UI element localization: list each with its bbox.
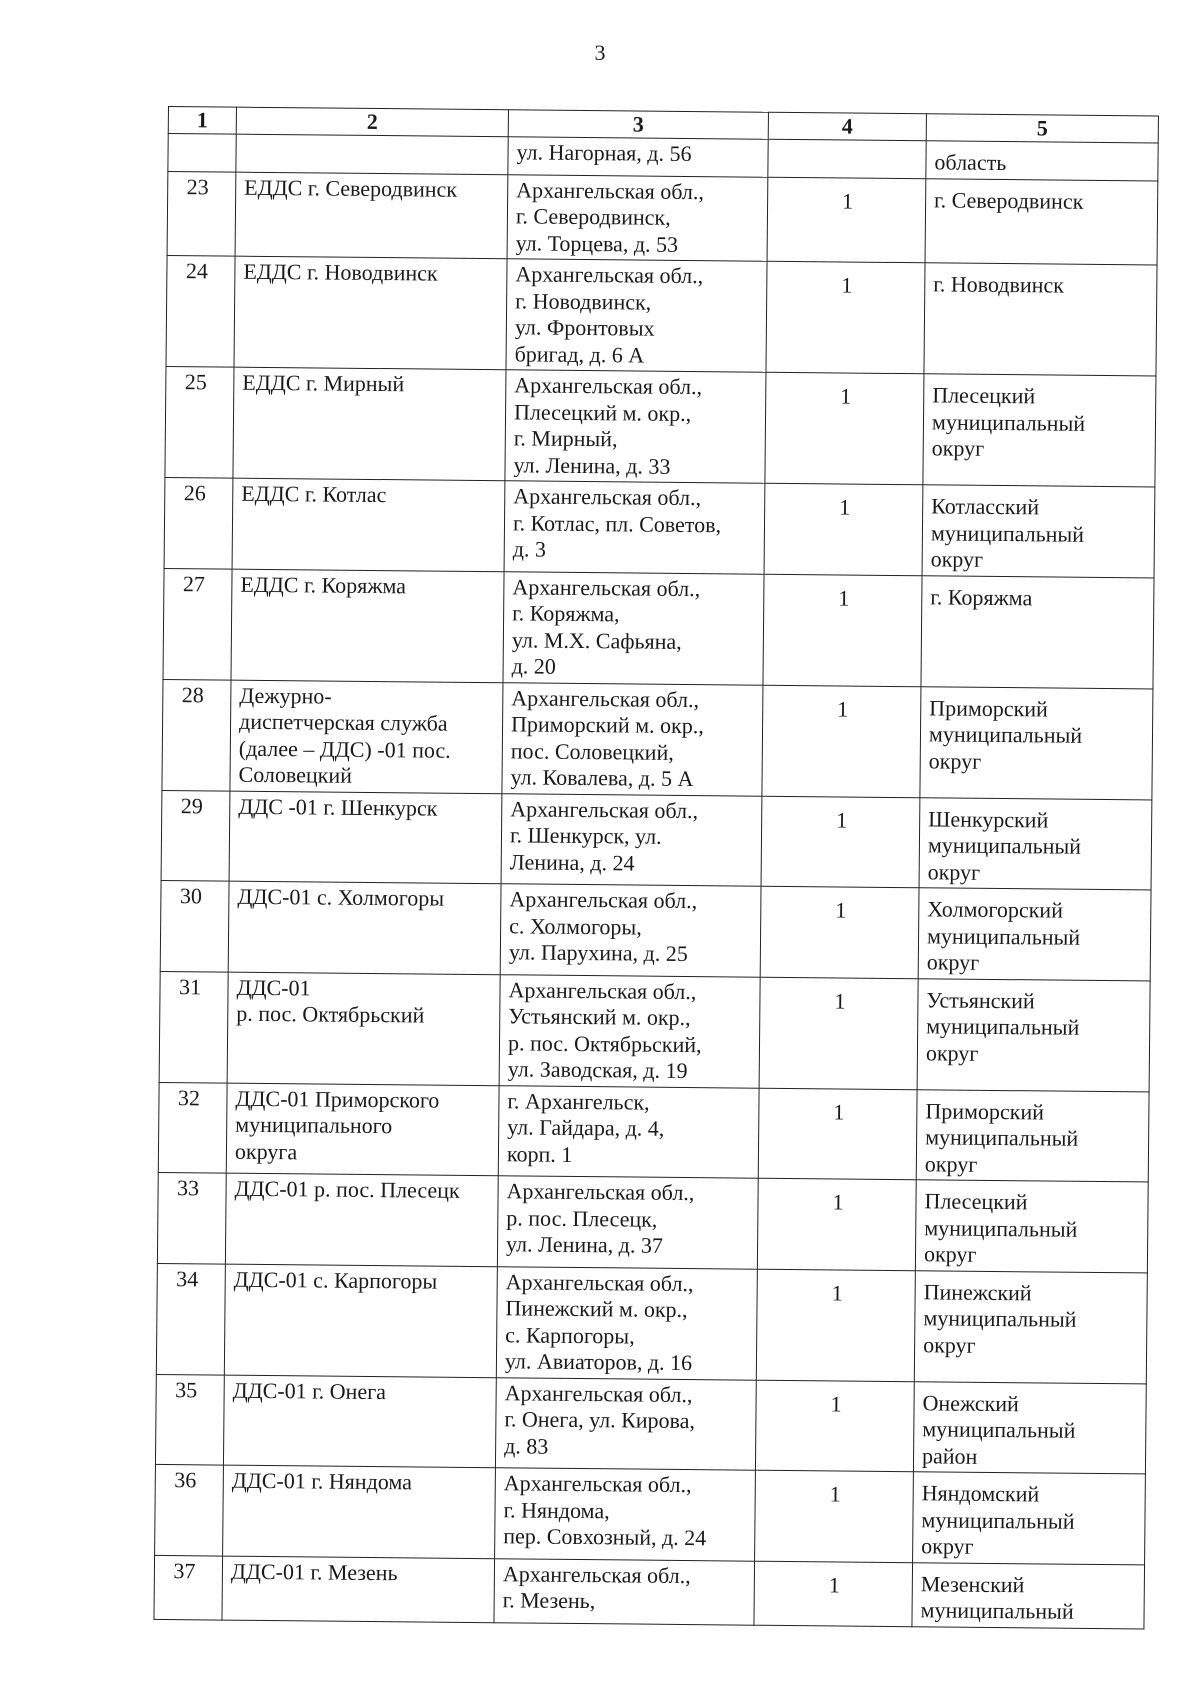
municipality-cell: Приморский муниципальный округ xyxy=(920,686,1153,799)
table-row xyxy=(158,1082,1149,1182)
municipality-cell: г. Новодвинск xyxy=(924,263,1157,376)
table-row xyxy=(156,1263,1147,1383)
table-row xyxy=(155,1464,1146,1564)
quantity-cell: 1 xyxy=(756,1269,915,1382)
page-number: 3 xyxy=(594,40,606,65)
table-row xyxy=(164,477,1155,577)
service-name-cell: ЕДДС г. Мирный xyxy=(233,367,506,481)
service-name-cell: ЕДДС г. Новодвинск xyxy=(234,256,507,370)
row-number-cell xyxy=(168,134,236,172)
municipality-cell: Плесецкий муниципальный округ xyxy=(923,374,1156,487)
municipality-cell: г. Коряжма xyxy=(921,575,1154,688)
quantity-cell: 1 xyxy=(762,685,921,798)
service-name-cell: ДДС-01 г. Няндома xyxy=(223,1465,496,1558)
service-name-cell: ДДС -01 г. Шенкурск xyxy=(229,791,502,884)
service-name-cell: ЕДДС г. Котлас xyxy=(232,478,505,571)
address-cell: Архангельская обл., г. Мезень, xyxy=(494,1558,755,1624)
municipality-cell: область xyxy=(926,141,1158,181)
row-number-cell: 29 xyxy=(161,790,230,881)
row-number-cell: 32 xyxy=(158,1082,227,1173)
service-name-cell: ДДС-01 с. Холмогоры xyxy=(228,881,501,974)
address-cell: Архангельская обл., Плесецкий м. окр., г. Мирный, ул. Ленина, д. 33 xyxy=(505,370,766,483)
service-name-cell: ДДС-01 с. Карпогоры xyxy=(224,1264,497,1378)
row-number-cell: 33 xyxy=(157,1172,226,1263)
quantity-cell: 1 xyxy=(757,1178,916,1270)
service-name-cell xyxy=(236,134,508,174)
table-row xyxy=(154,1555,1145,1629)
column-header-1: 1 xyxy=(168,107,236,135)
quantity-cell: 1 xyxy=(759,977,918,1090)
table-row xyxy=(165,366,1156,486)
table-row xyxy=(167,171,1158,265)
municipality-cell: г. Северодвинск xyxy=(925,178,1158,265)
table-row xyxy=(161,790,1152,890)
column-header-4: 4 xyxy=(768,112,926,141)
municipality-cell: Няндомский муниципальный округ xyxy=(913,1472,1146,1565)
table-row xyxy=(155,1374,1146,1474)
municipality-cell: Холмогорский муниципальный округ xyxy=(918,888,1151,981)
municipality-cell: Пинежский муниципальный округ xyxy=(914,1270,1147,1383)
service-name-cell: ЕДДС г. Коряжма xyxy=(231,569,504,683)
row-number-cell: 30 xyxy=(160,880,229,971)
row-number-cell: 37 xyxy=(154,1555,223,1620)
column-header-2: 2 xyxy=(236,107,508,137)
table-row xyxy=(160,880,1151,980)
row-number-cell: 26 xyxy=(164,477,233,568)
service-name-cell: Дежурно- диспетчерская служба (далее – ДДС) -01 пос. Соловецкий xyxy=(230,680,503,794)
row-number-cell: 24 xyxy=(166,255,235,367)
municipality-cell: Мезенский муниципальный xyxy=(912,1562,1145,1628)
municipality-cell: Онежский муниципальный район xyxy=(913,1381,1146,1474)
address-cell: Архангельская обл., Пинежский м. окр., с. Карпогоры, ул. Авиаторов, д. 16 xyxy=(496,1266,757,1379)
quantity-cell: 1 xyxy=(758,1088,917,1180)
service-name-cell: ДДС-01 р. пос. Плесецк xyxy=(225,1173,498,1266)
quantity-cell: 1 xyxy=(755,1470,914,1562)
address-cell: Архангельская обл., г. Новодвинск, ул. Фронтовых бригад, д. 6 А xyxy=(506,259,767,372)
municipality-cell: Приморский муниципальный округ xyxy=(916,1089,1149,1182)
quantity-cell: 1 xyxy=(755,1380,914,1472)
service-name-cell: ДДС-01 р. пос. Октябрьский xyxy=(227,972,500,1086)
row-number-cell: 23 xyxy=(167,171,236,256)
address-cell: г. Архангельск, ул. Гайдара, д. 4, корп. 1 xyxy=(498,1085,759,1178)
municipality-cell: Устьянский муниципальный округ xyxy=(917,978,1150,1091)
quantity-cell: 1 xyxy=(754,1561,913,1627)
quantity-cell: 1 xyxy=(767,177,926,263)
service-name-cell: ЕДДС г. Северодвинск xyxy=(235,172,508,259)
service-name-cell: ДДС-01 г. Мезень xyxy=(222,1556,495,1623)
service-name-cell: ДДС-01 Приморского муниципального округа xyxy=(226,1083,499,1176)
row-number-cell: 34 xyxy=(156,1263,225,1375)
quantity-cell xyxy=(768,139,926,178)
quantity-cell: 1 xyxy=(764,483,923,575)
address-cell: Архангельская обл., г. Коряжма, ул. М.Х. Сафьяна, д. 20 xyxy=(503,571,764,684)
address-cell: Архангельская обл., г. Котлас, пл. Советов, д. 3 xyxy=(504,481,765,574)
address-cell: Архангельская обл., с. Холмогоры, ул. Парухина, д. 25 xyxy=(500,884,761,977)
services-table xyxy=(153,106,1158,1629)
table-body xyxy=(154,134,1158,1629)
row-number-cell: 28 xyxy=(162,679,231,791)
row-number-cell: 27 xyxy=(163,568,232,680)
address-cell: Архангельская обл., р. пос. Плесецк, ул. Ленина, д. 37 xyxy=(497,1176,758,1269)
quantity-cell: 1 xyxy=(760,886,919,978)
municipality-cell: Плесецкий муниципальный округ xyxy=(915,1180,1148,1273)
service-name-cell: ДДС-01 г. Онега xyxy=(223,1375,496,1468)
address-cell: Архангельская обл., г. Няндома, пер. Совхозный, д. 24 xyxy=(495,1468,756,1561)
table-row xyxy=(157,1172,1148,1272)
address-cell: Архангельская обл., Устьянский м. окр., р. пос. Октябрьский, ул. Заводская, д. 19 xyxy=(499,974,760,1087)
row-number-cell: 31 xyxy=(159,971,228,1083)
table-row xyxy=(166,255,1157,375)
row-number-cell: 35 xyxy=(155,1374,224,1465)
address-cell: Архангельская обл., г. Шенкурск, ул. Ленина, д. 24 xyxy=(501,793,762,886)
quantity-cell: 1 xyxy=(761,796,920,888)
row-number-cell: 36 xyxy=(155,1464,224,1555)
address-cell: Архангельская обл., Приморский м. окр., пос. Соловецкий, ул. Ковалева, д. 5 А xyxy=(502,682,763,795)
row-number-cell: 25 xyxy=(165,366,234,478)
quantity-cell: 1 xyxy=(766,261,925,374)
quantity-cell: 1 xyxy=(765,372,924,485)
table-row xyxy=(159,971,1150,1091)
municipality-cell: Котласский муниципальный округ xyxy=(922,485,1155,578)
address-cell: ул. Нагорная, д. 56 xyxy=(508,137,768,177)
column-header-3: 3 xyxy=(508,110,768,139)
address-cell: Архангельская обл., г. Северодвинск, ул. Торцева, д. 53 xyxy=(507,174,768,261)
column-header-5: 5 xyxy=(926,114,1158,143)
municipality-cell: Шенкурский муниципальный округ xyxy=(919,797,1152,890)
table-row xyxy=(163,568,1154,688)
table-row xyxy=(162,679,1153,799)
quantity-cell: 1 xyxy=(763,574,922,687)
address-cell: Архангельская обл., г. Онега, ул. Кирова, д. 83 xyxy=(495,1377,756,1470)
